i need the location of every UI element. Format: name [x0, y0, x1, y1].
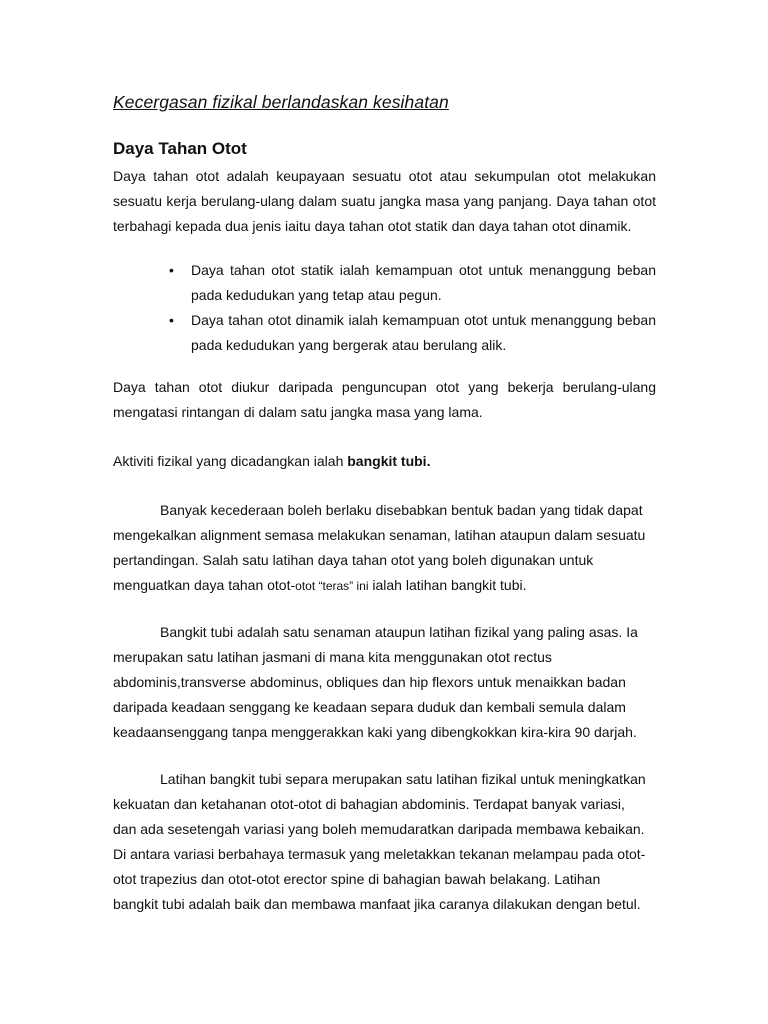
bullet-list [113, 258, 656, 358]
section-heading: Daya Tahan Otot [113, 139, 247, 158]
activity-prefix: Aktiviti fizikal yang dicadangkan ialah [113, 453, 348, 469]
list-item [113, 258, 656, 308]
variations-paragraph: Latihan bangkit tubi separa merupakan satu latihan fizikal untuk meningkatkan kekuatan dan ketahanan otot-otot di bahagian abdominis. Terdapat banyak variasi, dan ada sesetengah variasi yang boleh memudaratkan daripada membawa kebaikan. Di antara variasi berbahaya termasuk yang meletakkan tekanan melampau pada otot-otot trapezius dan otot-otot erector spine di bahagian bawah belakang. Latihan bangkit tubi adalah baik dan membawa manfaat jika caranya dilakukan dengan betul. [113, 771, 646, 912]
activity-name: bangkit tubi. [347, 453, 431, 469]
injury-text-part2: ialah latihan bangkit tubi. [368, 577, 527, 593]
bullet-text: Daya tahan otot statik ialah kemampuan otot untuk menanggung beban pada kedudukan yang tetap atau pegun. [191, 262, 656, 303]
activity-line [113, 449, 656, 474]
injury-text-part1: Banyak kecederaan boleh berlaku disebabkan bentuk badan yang tidak dapat mengekalkan alignment semasa melakukan senaman, latihan ataupun dalam sesuatu pertandingan. Salah satu latihan daya tahan otot yang boleh digunakan untuk menguatkan daya tahan otot- [113, 502, 646, 593]
list-item [113, 308, 656, 358]
definition-paragraph: Bangkit tubi adalah satu senaman ataupun latihan fizikal yang paling asas. Ia merupakan satu latihan jasmani di mana kita menggunakan otot rectus abdominis,transverse abdominus, obliques dan hip flexors untuk menaikkan badan daripada keadaan senggang ke keadaan separa duduk dan kembali semula dalam keadaansenggang tanpa menggerakkan kaki yang dibengkokkan kira-kira 90 darjah. [113, 624, 638, 740]
injury-paragraph [113, 498, 648, 599]
measure-paragraph: Daya tahan otot diukur daripada penguncupan otot yang bekerja berulang-ulang mengatasi rintangan di dalam satu jangka masa yang lama. [113, 379, 656, 420]
document-title: Kecergasan fizikal berlandaskan kesihatan [113, 92, 449, 112]
injury-text-small: otot “teras” ini [295, 579, 369, 593]
bullet-text: Daya tahan otot dinamik ialah kemampuan otot untuk menanggung beban pada kedudukan yang bergerak atau berulang alik. [191, 312, 656, 353]
bullet-icon: • [169, 262, 174, 278]
intro-paragraph: Daya tahan otot adalah keupayaan sesuatu otot atau sekumpulan otot melakukan sesuatu kerja berulang-ulang dalam suatu jangka masa yang panjang. Daya tahan otot terbahagi kepada dua jenis iaitu daya tahan otot statik dan daya tahan otot dinamik. [113, 168, 656, 234]
bullet-icon: • [169, 312, 174, 328]
